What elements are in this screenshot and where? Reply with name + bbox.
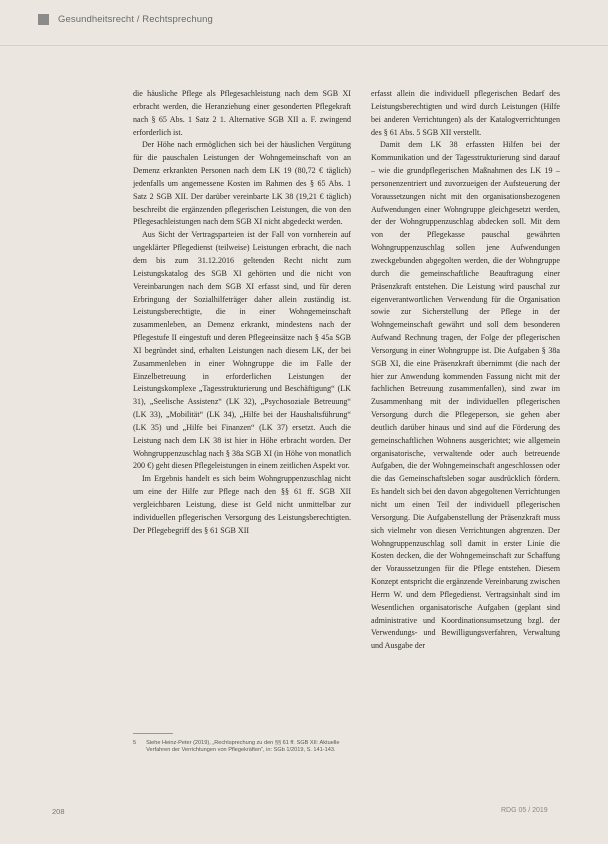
footnote — [133, 740, 351, 755]
paragraph: die häusliche Pflege als Pflegesachleistung nach dem SGB XI erbracht werden, die Heranziehung einer gesonderten Pflegekraft nach § 65 Abs. 1 Satz 2 1. Alternative SGB XII a. F. zwingend erforderlich ist. — [133, 89, 351, 137]
paragraph: Damit dem LK 38 erfassten Hilfen bei der Kommunikation und der Tagesstrukturierung sind darauf – wie die grundpflegerischen Maßnahmen des LK 19 – personenzentriert und zuvorzueigen der Aufsteuerung der Voraussetzungen nicht mit den organisationsbezogenen Aufwendungen einer Wohngruppe gleichgesetzt werden, der der Wohngruppenzuschlag abdecken soll. Mit dem von der Pflegekasse pauschal gewährten Wohngruppenzuschlag sollen jene Aufwendungen zweckgebunden abgegolten werden, die der Wohngruppe durch die gemeinschaftliche Beauftragung einer Präsenzkraft entstehen. Die Leistung wird pauschal zur eigenverantwortlichen Verwendung für die Organisation sowie zur Sicherstellung der Pflege in der Wohngemeinschaft gewährt und soll dem besonderen Aufwand Rechnung tragen, der Folge der pflegerischen Versorgung in einer Wohngruppe ist. Die Aufgaben § 38a SGB XI, die eine Präsenzkraft übernimmt (die nach der hier zur Anwendung kommenden Fassung nicht mit der fachlichen Betreuung zusammenfallen), sind zwar im Zusammenhang mit der individuellen pflegerischen Versorgung durch die Pflegeperson, sie gehen aber deutlich darüber hinaus und sind auf die Förderung des gemeinschaftlichen Wohnens ausgerichtet; wie allgemein organisatorische, verwaltende oder auch betreuende Aufgaben, die der Wohngemeinschaft angeschlossen oder die das Gemeinschaftsleben sogar ausdrücklich fördern. Es handelt sich bei den davon abgegoltenen Verrichtungen nicht um einen Teil der individuell pflegerischen Versorgung. Die Aufgabenstellung der Präsenzkraft muss sich vielmehr von diesen Verrichtungen abgrenzen. Der Wohngruppenzuschlag soll damit in erster Linie die Kosten decken, die der Wohngemeinschaft zur Schaffung der Voraussetzungen für die Pflege entstehen. Diesem Konzept entspricht die ergänzende Vereinbarung zwischen Herrn W. und dem Pflegedienst. Vertragsinhalt sind im Wesentlichen organisatorische Aufgaben (geplant sind administrative und Koordinationsumsetzung bzgl. der Verwendungs- und Bewilligungsverfahren, Verwaltung und Ausgabe der — [371, 140, 560, 651]
right-text-column — [371, 88, 560, 653]
paragraph: Der Höhe nach ermöglichen sich bei der häuslichen Vergütung für die pauschalen Leistungen der Wohngemeinschaft von an Demenz erkrankten Personen nach dem LK 19 (80,72 € täglich) jedenfalls um angemessene Kosten im Rahmen des § 65 Abs. 1 Satz 2 SGB XII. Der darüber vereinbarte LK 38 (19,21 € täglich) beschreibt die ergänzenden pflegerischen Leistungen, die von den Pflegesachleistungen nach dem SGB XI nicht abgedeckt werden. — [133, 140, 351, 227]
paragraph: erfasst allein die individuell pflegerischen Bedarf des Leistungsberechtigten und wird durch Leistungen (Hilfe bei anderen Verrichtungen) als der Katalogverrichtungen des § 61 Abs. 5 SGB XII verstellt. — [371, 89, 560, 137]
footnote-number: 5 — [133, 740, 137, 746]
header-divider — [0, 45, 608, 46]
section-title: Gesundheitsrecht / Rechtsprechung — [58, 14, 213, 25]
journal-reference: RDG 05 / 2019 — [501, 807, 548, 814]
paragraph: Im Ergebnis handelt es sich beim Wohngruppenzuschlag nicht um eine der Hilfe zur Pflege nach den §§ 61 ff. SGB XII vergleichbaren Leistung, diese ist Geld nicht unmittelbar zur individuellen pflegerischen Versorgung des Leistungsberechtigten. Der Pflegebegriff des § 61 SGB XII — [133, 474, 351, 535]
footnote-text: Siehe Heinz-Peter (2019), „Rechtsprechung zu den §§ 61 ff. SGB XII: Aktuelle Verfahren der Verrichtungen von Pflegekräften“, in: SGb 1/2019, S. 141-143. — [146, 740, 340, 754]
page-number: 208 — [52, 807, 65, 816]
footnote-divider — [133, 733, 173, 734]
section-marker-icon — [38, 14, 49, 25]
paragraph: Aus Sicht der Vertragsparteien ist der Fall von vornherein auf ungeklärter Pflegedienst (teilweise) Leistungen erbracht, die nach dem bis zum 31.12.2016 geltenden Recht nicht zum Leistungskatalog des SGB XI gehörten und die nicht von Vereinbarungen nach dem SGB XI erfasst sind, und für deren Erbringung der Sozialhilfeträger daher allein zuständig ist. Leistungsberechtigte, die in einer Wohngemeinschaft zusammenleben, an Demenz erkrankt, mindestens nach der Pflegestufe II eingestuft und deren Pflegeeinsätze nach § 45a SGB XI begründet sind, erhalten Leistungen nach diesem LK, der bei Zusammenleben in einer Wohngruppe die im Falle der Einzelbetreuung in erforderlichen Leistungen der Leistungskomplexe „Tagesstrukturierung und Beschäftigung“ (LK 31), „Seelische Assistenz“ (LK 32), „Psychosoziale Betreuung“ (LK 33), „Mobilität“ (LK 34), „Hilfe bei der Haushaltsführung“ (LK 35) und „Hilfe bei Finanzen“ (LK 37) ersetzt. Auch die Leistung nach dem LK 38 ist hier in Höhe erbracht worden. Der Wohngruppenzuschlag nach § 38a SGB XI (in Höhe von monatlich 200 €) geht diesen Pflegeleistungen in einem zeitlichen Aspekt vor. — [133, 230, 351, 471]
left-text-column — [133, 88, 351, 538]
running-header — [38, 14, 213, 25]
